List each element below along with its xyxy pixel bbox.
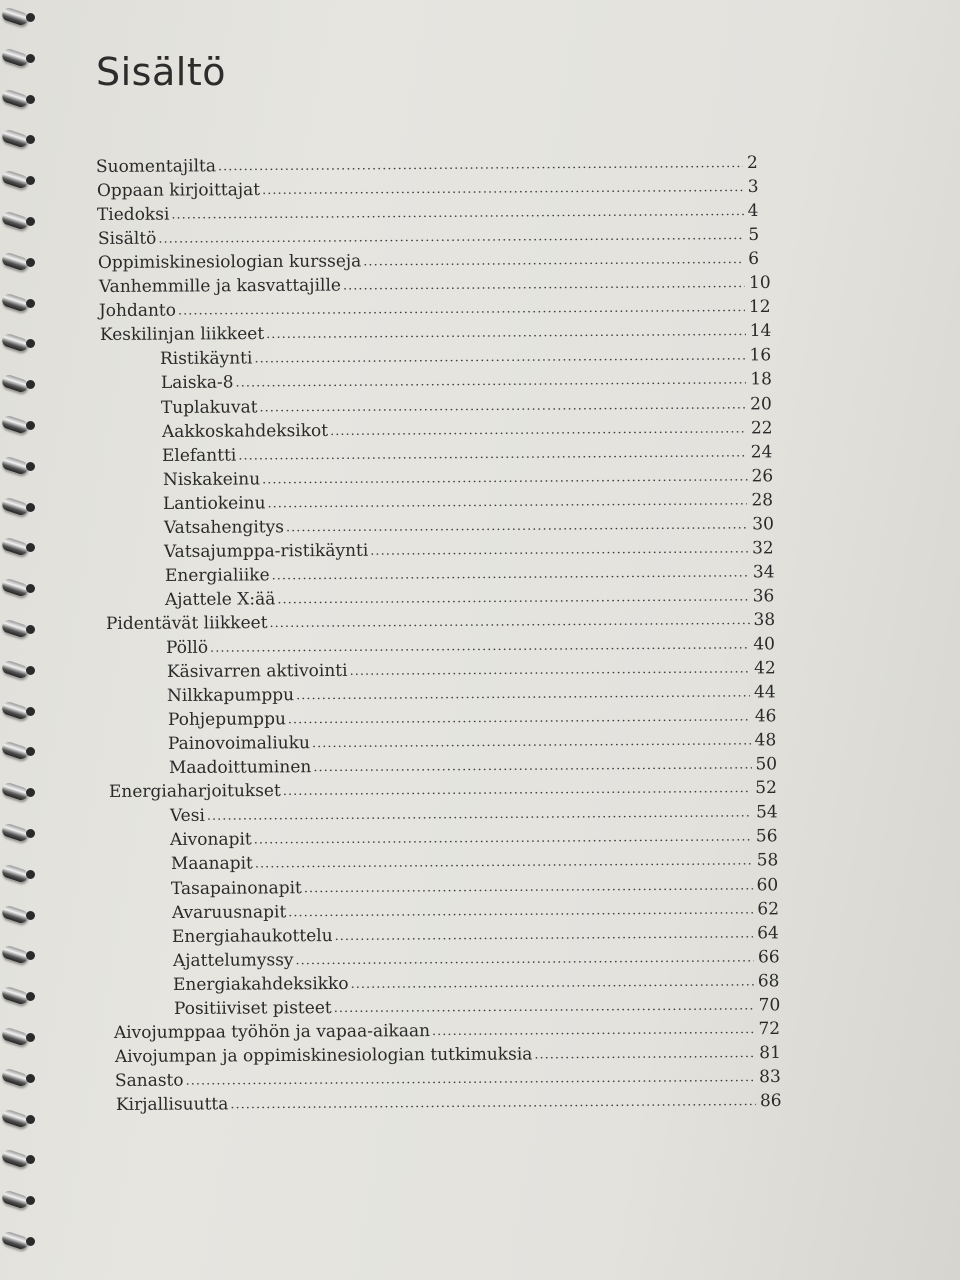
toc-entry-label: Pidentävät liikkeet (105, 612, 268, 634)
toc-entry-label: Sanasto (115, 1070, 185, 1091)
toc-entry-label: Aivojumpan ja oppimiskinesiologian tutkimuksia (114, 1044, 533, 1067)
toc-entry-label: Aivonapit (170, 829, 253, 851)
toc-page-number: 72 (758, 1018, 781, 1039)
toc-entry-label: Vatsahengitys (163, 517, 284, 538)
toc-dot-leader (186, 1071, 756, 1088)
toc-dot-leader (313, 759, 751, 776)
toc-entry (171, 871, 783, 899)
toc-dot-leader (288, 903, 753, 920)
toc-page-number: 4 (747, 201, 759, 222)
toc-dot-leader (207, 807, 752, 824)
toc-entry (173, 967, 784, 995)
toc-entry-label: Energiaharjoitukset (109, 781, 282, 803)
toc-entry-label: Energiahaukottelu (172, 925, 334, 947)
toc-page-number: 52 (755, 778, 778, 799)
toc-page-number: 24 (750, 441, 773, 462)
toc-page-number: 83 (759, 1066, 782, 1087)
toc-page-number: 12 (748, 297, 771, 318)
toc-page-number: 62 (757, 898, 779, 919)
toc-dot-leader (171, 205, 743, 222)
toc-dot-leader (335, 927, 754, 944)
toc-page-number: 16 (749, 345, 772, 366)
toc-entry (173, 943, 784, 971)
toc-entry (165, 558, 779, 586)
toc-dot-leader (254, 831, 752, 848)
toc-dot-leader (349, 662, 750, 678)
toc-entry-label: Aivojumppaa työhön ja vapaa-aikaan (114, 1020, 431, 1043)
toc-dot-leader (271, 566, 748, 583)
toc-dot-leader (254, 350, 745, 367)
toc-entry-label: Ristikäynti (159, 348, 253, 370)
toc-dot-leader (334, 999, 755, 1016)
toc-entry (161, 390, 776, 418)
toc-entry-label: Energiakahdeksikko (173, 973, 350, 995)
toc-page-number: 42 (753, 658, 776, 679)
toc-entry (162, 438, 777, 466)
toc-page-number: 36 (752, 586, 775, 607)
toc-page-number: 28 (751, 489, 774, 511)
toc-dot-leader (370, 542, 748, 558)
toc-page-number: 58 (756, 850, 779, 871)
toc-entry-label: Ajattele X:ää (165, 589, 276, 610)
toc-entry-label: Lantiokeinu (163, 493, 266, 514)
toc-dot-leader (230, 1095, 756, 1112)
toc-entry-label: Niskakeinu (162, 469, 260, 490)
toc-page-number: 30 (751, 514, 774, 535)
toc-page-number: 40 (753, 634, 776, 655)
toc-page-number: 81 (759, 1042, 781, 1063)
toc-page-number: 26 (751, 465, 773, 487)
toc-dot-leader (432, 1023, 755, 1039)
toc-dot-leader (296, 687, 750, 704)
toc-entry-label: Vanhemmille ja kasvattajille (98, 275, 341, 298)
toc-dot-leader (363, 253, 744, 269)
toc-page-number: 70 (758, 995, 781, 1016)
toc-dot-leader (330, 422, 747, 439)
toc-entry-label: Elefantti (162, 445, 237, 466)
toc-page-number: 48 (754, 730, 777, 751)
toc-dot-leader (262, 181, 744, 198)
toc-page-number: 44 (754, 682, 776, 703)
toc-entry-label: Tuplakuvat (161, 396, 258, 418)
toc-entry (116, 1087, 786, 1115)
toc-entry-label: Painovoimaliuku (168, 733, 311, 755)
toc-page-number: 34 (752, 562, 775, 583)
toc-entry-label: Pöllö (166, 637, 209, 658)
toc-dot-leader (278, 590, 749, 607)
toc-dot-leader (268, 494, 748, 511)
toc-dot-leader (269, 614, 749, 631)
toc-entry-label: Aakkoskahdeksikot (161, 420, 328, 442)
toc-page-number: 10 (748, 273, 771, 294)
toc-page-number: 46 (754, 706, 777, 727)
toc-dot-leader (283, 782, 752, 799)
toc-entry (172, 895, 784, 923)
toc-entry-label: Maadoittuminen (168, 757, 312, 779)
toc-entry-label: Kirjallisuutta (115, 1094, 229, 1115)
toc-page-number: 66 (757, 946, 780, 968)
toc-dot-leader (218, 157, 743, 174)
toc-entry-label: Nilkkapumppu (167, 685, 295, 707)
toc-entry-label: Laiska-8 (160, 372, 234, 394)
toc-entry-label: Keskilinjan liikkeet (99, 324, 264, 346)
toc-entry-label: Tasapainonapit (171, 877, 303, 899)
toc-page-number: 86 (759, 1090, 782, 1112)
toc-entry (163, 462, 778, 490)
toc-dot-leader (178, 301, 745, 318)
toc-page-number: 32 (752, 538, 774, 559)
toc-page-number: 50 (755, 754, 777, 775)
toc-page-number: 56 (756, 826, 778, 847)
toc-page-number: 64 (757, 922, 780, 944)
toc-dot-leader (534, 1047, 755, 1062)
toc-entry-label: Pohjepumppu (167, 709, 286, 731)
toc-entry-label: Vatsajumppa-ristikäynti (164, 540, 369, 562)
toc-entry-label: Energialiike (164, 565, 270, 586)
toc-dot-leader (304, 879, 753, 896)
toc-entry-label: Oppaan kirjoittajat (96, 180, 260, 202)
toc-dot-leader (158, 229, 744, 247)
toc-dot-leader (262, 470, 748, 487)
toc-entry-label: Avaruusnapit (171, 901, 287, 923)
toc-page-number: 2 (746, 152, 758, 174)
toc-dot-leader (266, 325, 746, 342)
page-title: Sisältö (96, 50, 226, 94)
toc-entry (163, 486, 778, 514)
toc-dot-leader (351, 975, 754, 991)
toc-entry-label: Sisältö (97, 228, 156, 250)
toc-entry (164, 510, 778, 538)
toc-entry-label: Positiiviset pisteet (173, 997, 332, 1019)
toc-entry (164, 534, 778, 562)
toc-dot-leader (235, 374, 746, 391)
toc-page-number: 54 (755, 802, 778, 823)
toc-entry-label: Suomentajilta (95, 156, 217, 177)
toc-page-number: 14 (749, 321, 771, 342)
toc-dot-leader (210, 638, 749, 655)
toc-page-number: 22 (750, 417, 773, 438)
toc-dot-leader (342, 277, 744, 293)
toc-page-number: 20 (750, 393, 772, 414)
toc-entry (171, 847, 783, 875)
toc-entry (160, 366, 776, 394)
toc-page-number: 6 (748, 249, 760, 270)
toc-entry-label: Vesi (169, 806, 205, 827)
toc-entry-label: Tiedoksi (96, 204, 170, 226)
toc-page-number: 18 (749, 369, 772, 390)
toc-entry (161, 414, 776, 442)
toc-dot-leader (312, 735, 751, 752)
toc-entry-label: Johdanto (98, 300, 177, 322)
toc-dot-leader (288, 711, 751, 728)
toc-dot-leader (260, 398, 747, 415)
toc-page-number: 5 (747, 225, 759, 246)
toc-entry-label: Oppimiskinesiologian kursseja (97, 251, 362, 274)
toc-page-number: 38 (753, 609, 775, 630)
toc-dot-leader (295, 951, 754, 968)
toc-entry-label: Ajattelumyssy (172, 949, 294, 971)
toc-entry-label: Maanapit (170, 853, 253, 875)
toc-entry (106, 606, 780, 634)
toc-page-number: 60 (756, 874, 779, 895)
toc-dot-leader (255, 855, 753, 872)
toc-dot-leader (238, 446, 747, 463)
toc-page-number: 3 (747, 177, 759, 198)
toc-entry-label: Käsivarren aktivointi (166, 660, 348, 683)
toc-page-number: 68 (758, 970, 780, 992)
toc-entry (172, 919, 783, 947)
toc-dot-leader (286, 518, 748, 535)
